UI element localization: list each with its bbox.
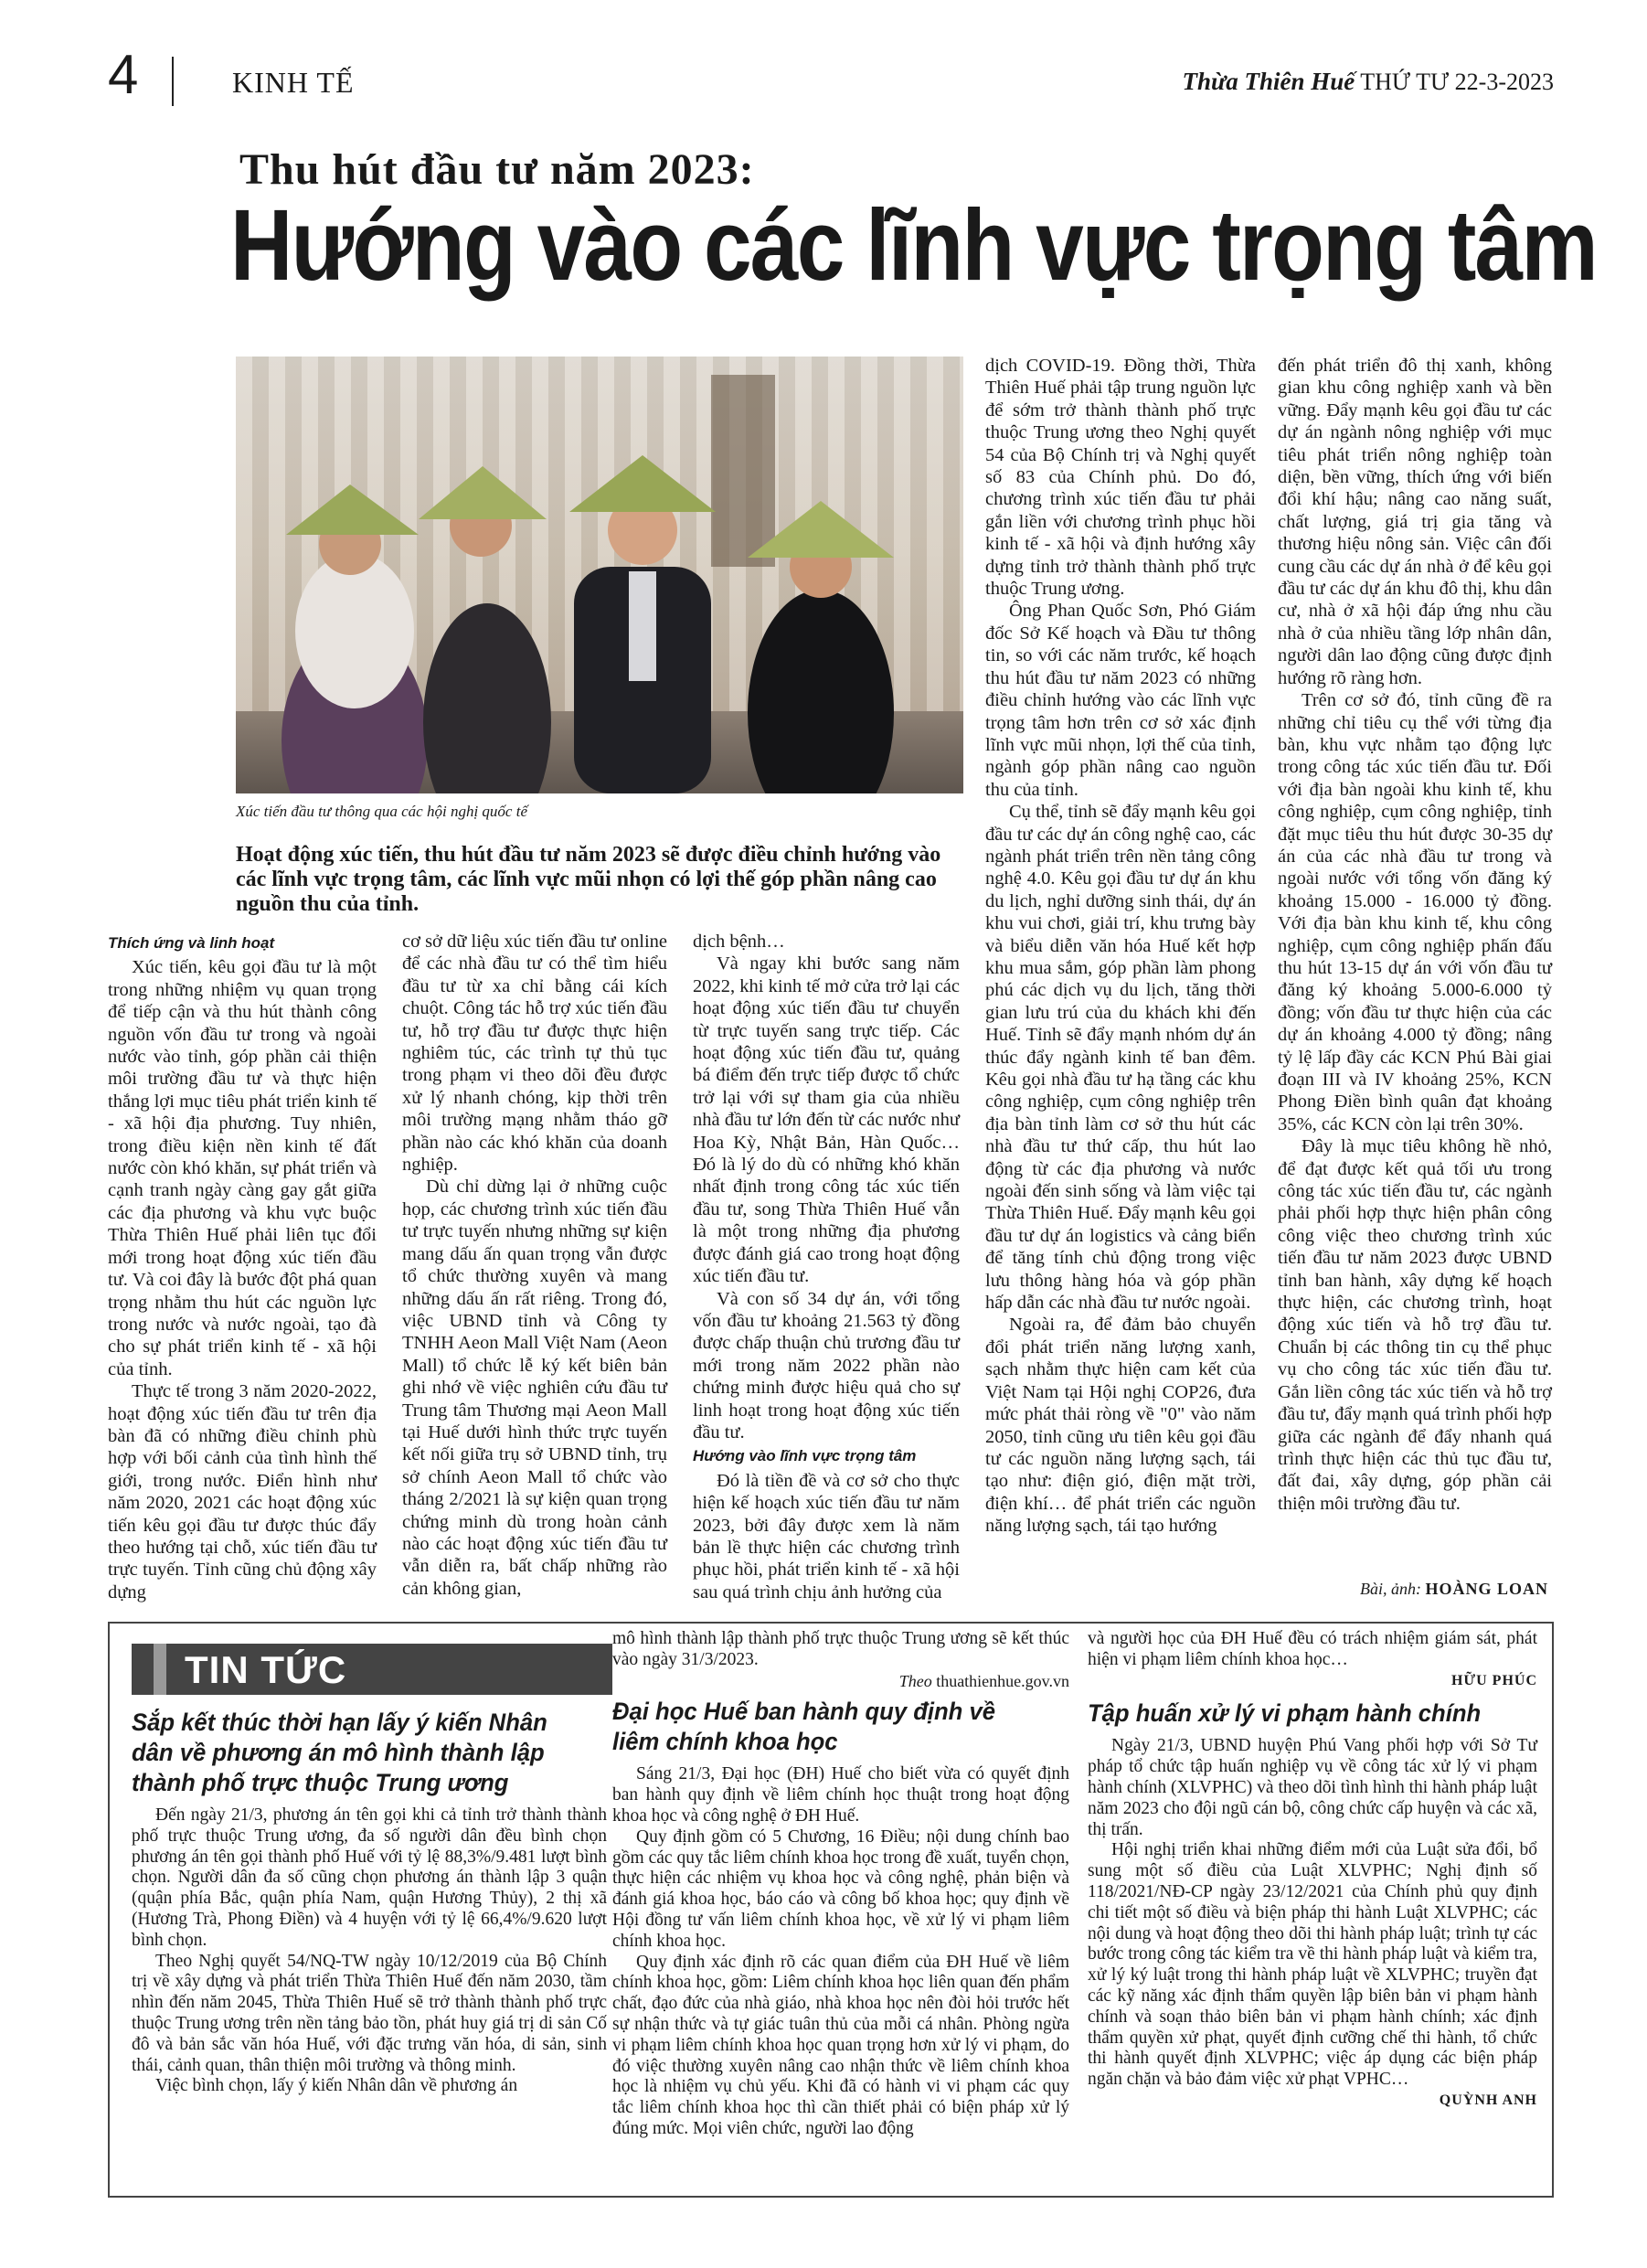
byline-name: HOÀNG LOAN <box>1425 1580 1548 1598</box>
paragraph: Đó là tiền đề và cơ sở cho thực hiện kế hoạch xúc tiến đầu tư năm 2023, bởi đây được xem là năm bản lề thực hiện các chương trình phục hồi, phát triển kinh tế - xã hội sau quá trình chịu ảnh hưởng của <box>693 1470 960 1603</box>
subhead: Hướng vào lĩnh vực trọng tâm <box>693 1447 917 1465</box>
paragraph: Ngày 21/3, UBND huyện Phú Vang phối hợp với Sở Tư pháp tổ chức tập huấn nghiệp vụ về công tác xử lý vi phạm hành chính (XLVPHC) và theo dõi tình hình thi hành pháp luật năm 2023 cho đội ngũ cán bộ, công chức cấp huyện và các xã, thị trấn. <box>1088 1736 1537 1839</box>
paragraph: Và ngay khi bước sang năm 2022, khi kinh tế mở cửa trở lại các hoạt động xúc tiến đầu tư chuyển từ trực tuyến sang trực tiếp. Các hoạt động xúc tiến đầu tư, quảng bá điểm đến trực tiếp được tổ chức trở lại với sự tham gia của nhiều nhà đầu tư lớn đến từ các nước như Hoa Kỳ, Nhật Bản, Hàn Quốc… Đó là lý do dù có những khó khăn nhất định trong công tác xúc tiến đầu tư, song Thừa Thiên Huế vẫn là một trong những địa phương được đánh giá cao trong hoạt động xúc tiến đầu tư. <box>693 953 960 1287</box>
paragraph: Ngoài ra, để đảm bảo chuyển đổi phát triển năng lượng xanh, sạch nhằm thực hiện cam kết của Việt Nam tại Hội nghị COP26, đưa mức phát thải ròng về "0" vào năm 2050, tỉnh cũng ưu tiên kêu gọi đầu tư các nguồn năng lượng sạch, tái tạo như: điện gió, điện mặt trời, điện khí… để phát triển các nguồn năng lượng sạch, tái tạo hướng <box>985 1315 1256 1537</box>
news-item-2 <box>612 1629 1069 2140</box>
news-box-title: TIN TỨC <box>185 1648 347 1691</box>
photo-people-illustration <box>236 357 963 793</box>
paragraph: Quy định gồm có 5 Chương, 16 Điều; nội dung chính bao gồm các quy tắc liêm chính khoa học trong đề xuất, tuyển chọn, thực hiện các nhiệm vụ khoa học và công nghệ, phản biện và đánh giá khoa học, báo cáo và công bố khoa học; quy định về Hội đồng tư vấn liêm chính khoa học, về xử lý vi phạm liêm chính khoa học. <box>612 1826 1069 1951</box>
page-number: 4 <box>108 44 139 105</box>
masthead <box>1183 68 1554 96</box>
article-column-2 <box>402 931 667 1600</box>
paragraph: Quy định xác định rõ các quan điểm của ĐH Huế về liêm chính khoa học, gồm: Liêm chính khoa học liên quan đến phẩm chất, đạo đức của nhà giáo, nhà khoa học nên đòi hỏi trước hết sự nhận thức và tự giác tuân thủ của mỗi cá nhân. Phòng ngừa vi phạm liêm chính khoa học quan trọng hơn xử lý vi phạm, do đó việc thường xuyên nâng cao nhận thức về liêm chính khoa học là nhiệm vụ chủ yếu. Khi đã có hành vi vi phạm các quy tắc liêm chính khoa học thì cần thiết phải có biện pháp xử lý đúng mức. Mọi viên chức, người lao động <box>612 1952 1069 2138</box>
source-name: thuathienhue.gov.vn <box>936 1671 1069 1690</box>
issue-date: THỨ TƯ 22-3-2023 <box>1360 69 1554 95</box>
article-column-1 <box>108 931 377 1603</box>
byline-label: Bài, ảnh: <box>1359 1580 1421 1598</box>
article-kicker: Thu hút đầu tư năm 2023: <box>239 145 755 194</box>
paragraph: Hội nghị triển khai những điểm mới của Luật sửa đổi, bổ sung một số điều của Luật XLVPHC; Nghị định số 118/2021/NĐ-CP ngày 23/12/2021 của Chính phủ quy định chi tiết một số điều và biện pháp thi hành Luật XLVPHC; các nội dung và hoạt động theo dõi thi hành pháp luật; trình tự các bước trong công tác kiểm tra về thi hành pháp luật và kiểm tra, xử lý ký luật trong thi hành pháp luật về XLVPHC; truyền đạt các kỹ năng xác định thẩm quyền lập biên bản vi phạm hành chính và soạn thảo biên bản vi phạm hành chính; xác định thẩm quyền xử phạt, quyết định cưỡng chế thi hành, tổ chức thi hành quyết định XLVPHC; việc áp dụng các biện pháp ngăn chặn và bảo đảm việc xử phạt VPHC… <box>1088 1840 1537 2090</box>
paragraph: Việc bình chọn, lấy ý kiến Nhân dân về phương án <box>155 2076 518 2096</box>
paragraph: Theo Nghị quyết 54/NQ-TW ngày 10/12/2019 của Bộ Chính trị về xây dựng và phát triển Thừa Thiên Huế đến năm 2030, tầm nhìn đến năm 2045, Thừa Thiên Huế sẽ trở thành thành phố trực thuộc Trung ương trên nền tảng bảo tồn, phát huy giá trị di sản Cố đô và bản sắc văn hóa Huế, với đặc trưng văn hóa, di sản, sinh thái, cảnh quan, thân thiện môi trường và thông minh. <box>132 1951 607 2075</box>
signature: QUỲNH ANH <box>1439 2092 1537 2108</box>
paragraph: Dù chỉ dừng lại ở những cuộc họp, các chương trình xúc tiến đầu tư trực tuyến nhưng những sự kiện mang dấu ấn quan trọng vẫn được tổ chức thường xuyên và mang những dấu ấn rất riêng. Trong đó, việc UBND tỉnh và Công ty TNHH Aeon Mall Việt Nam (Aeon Mall) tổ chức lễ ký kết biên bản ghi nhớ về việc nghiên cứu đầu tư Trung tâm Thương mại Aeon Mall tại Huế dưới hình thức trực tuyến kết nối giữa trụ sở UBND tỉnh, trụ sở chính Aeon Mall tổ chức vào tháng 2/2021 là sự kiện quan trọng chứng minh dù trong hoàn cảnh nào các hoạt động xúc tiến đầu tư vẫn diễn ra, bất chấp những rào cản không gian, <box>402 1177 667 1599</box>
article-byline <box>1360 1580 1548 1599</box>
section-label: KINH TẾ <box>232 66 355 99</box>
news-title: Tập huấn xử lý vi phạm hành chính <box>1088 1699 1482 1728</box>
paragraph: Sáng 21/3, Đại học (ĐH) Huế cho biết vừa có quyết định ban hành quy định về liêm chính học thuật trong hoạt động khoa học và công nghệ ở ĐH Huế. <box>612 1764 1069 1826</box>
header-accent-bar <box>154 1644 166 1695</box>
news-item-1 <box>132 1708 607 2097</box>
paragraph: dịch bệnh… <box>693 932 785 952</box>
news-box <box>108 1622 1554 2198</box>
paragraph: mô hình thành lập thành phố trực thuộc Trung ương sẽ kết thúc vào ngày 31/3/2023. <box>612 1629 1069 1669</box>
paragraph: và người học của ĐH Huế đều có trách nhiệm giám sát, phát hiện vi phạm liêm chính khoa học… <box>1088 1629 1537 1669</box>
paragraph: Xúc tiến, kêu gọi đầu tư là một trong những nhiệm vụ quan trọng để tiếp cận và thu hút thành công nguồn vốn đầu tư trong và ngoài nước vào tỉnh, góp phần cải thiện môi trường đầu tư và thực hiện thắng lợi mục tiêu phát triển kinh tế - xã hội địa phương. Tuy nhiên, trong điều kiện nền kinh tế đất nước còn khó khăn, sự phát triển và cạnh tranh ngày càng gay gắt giữa các địa phương và khu vực buộc Thừa Thiên Huế phải liên tục đổi mới trong hoạt động xúc tiến đầu tư. Và coi đây là bước đột phá quan trọng nhằm thu hút các nguồn lực trong nước và nước ngoài, tạo đà cho sự phát triển kinh tế - xã hội của tỉnh. <box>108 957 377 1379</box>
article-column-4 <box>985 355 1256 1538</box>
signature: HỮU PHÚC <box>1450 1672 1537 1688</box>
source-label: Theo <box>898 1671 932 1690</box>
article-lede: Hoạt động xúc tiến, thu hút đầu tư năm 2023 sẽ được điều chỉnh hướng vào các lĩnh vực trọng tâm, các lĩnh vực mũi nhọn có lợi thế góp phần nâng cao nguồn thu của tỉnh. <box>236 843 941 916</box>
paragraph: dịch COVID-19. Đồng thời, Thừa Thiên Huế phải tập trung nguồn lực để sớm trở thành thành phố trực thuộc Trung ương theo Nghị quyết 54 của Bộ Chính trị và Nghị quyết số 83 của Chính phủ. Do đó, chương trình xúc tiến đầu tư phải gắn liền với chương trình phục hồi kinh tế - xã hội và định hướng xây dựng tỉnh trở thành thành phố trực thuộc Trung ương. <box>985 356 1256 600</box>
paragraph: Trên cơ sở đó, tỉnh cũng đề ra những chỉ tiêu cụ thể với từng địa bàn, khu vực nhằm tạo động lực trong công tác xúc tiến đầu tư. Đối với địa bàn ngoài khu kinh tế, khu công nghiệp, cụm công nghiệp, tỉnh đặt mục tiêu thu hút được 30-35 dự án của các nhà đầu tư trong và ngoài nước với tổng vốn đăng ký khoảng 15.000 - 16.000 tỷ đồng. Với địa bàn khu kinh tế, khu công nghiệp, cụm công nghiệp phấn đấu thu hút 13-15 dự án với vốn đầu tư đăng ký khoảng 5.000-6.000 tỷ đồng; vốn đầu tư thực hiện của các dự án khoảng 4.000 tỷ đồng; nâng tỷ lệ lấp đầy các KCN Phú Bài giai đoạn III và IV khoảng 25%, KCN Phong Điền bình quân đạt khoảng 35%, các KCN còn lại trên 30%. <box>1278 690 1552 1134</box>
paper-name: Thừa Thiên Huế <box>1182 68 1355 95</box>
news-title: Đại học Huế ban hành quy định về liêm chính khoa học <box>612 1698 995 1756</box>
paragraph: Ông Phan Quốc Sơn, Phó Giám đốc Sở Kế hoạch và Đầu tư thông tin, so với các năm trước, kế hoạch thu hút đầu tư năm 2023 có những điều chỉnh hướng vào các lĩnh vực trọng tâm hơn trên cơ sở xác định lĩnh vực mũi nhọn, lợi thế của tỉnh, ngành góp phần nâng cao nguồn thu của tỉnh. <box>985 601 1256 800</box>
photo-caption: Xúc tiến đầu tư thông qua các hội nghị quốc tế <box>236 803 527 820</box>
paragraph: Và con số 34 dự án, với tổng vốn đầu tư khoảng 21.563 tỷ đồng được chấp thuận chủ trương đầu tư mới trong năm 2022 phần nào chứng minh được hiệu quả cho sự linh hoạt trong hoạt động xúc tiến đầu tư. <box>693 1288 960 1443</box>
page-header <box>108 44 1554 110</box>
article-headline: Hướng vào các lĩnh vực trọng tâm <box>230 189 1597 302</box>
header-divider <box>172 57 174 106</box>
subhead: Thích ứng và linh hoạt <box>108 934 275 952</box>
news-box-header <box>132 1644 612 1695</box>
news-source <box>612 1671 1069 1692</box>
paragraph: Đến ngày 21/3, phương án tên gọi khi cả tỉnh trở thành thành phố trực thuộc Trung ương, đa số người dân đều bình chọn phương án tên gọi thành phố Huế với tỷ lệ 88,3%/9.481 lượt bình chọn. Người dân đa số cũng chọn phương án thành lập 3 quận (quận phía Bắc, quận phía Nam, quận Hương Thủy), 2 thị xã (Hương Trà, Phong Điền) và 4 huyện với tỷ lệ 66,4%/9.620 lượt bình chọn. <box>132 1805 607 1950</box>
article-column-5 <box>1278 355 1552 1515</box>
paragraph: Đây là mục tiêu không hề nhỏ, để đạt được kết quả tối ưu trong công tác xúc tiến đầu tư, các ngành phải phối hợp thực hiện phân công công việc theo chương trình xúc tiến đầu tư năm 2023 được UBND tỉnh ban hành, xây dựng kế hoạch thực hiện, các chương trình, hoạt động xúc tiến và hỗ trợ đầu tư. Chuẩn bị các thông tin cụ thể phục vụ cho công tác xúc tiến đầu tư. Gắn liền công tác xúc tiến và hỗ trợ đầu tư, đẩy mạnh quá trình phối hợp giữa các ngành để đẩy nhanh quá trình thực hiện các thủ tục đầu tư, đất đai, xây dựng, góp phần cải thiện môi trường đầu tư. <box>1278 1136 1552 1514</box>
paragraph: đến phát triển đô thị xanh, không gian khu công nghiệp xanh và bền vững. Đẩy mạnh kêu gọi đầu tư các dự án ngành nông nghiệp với mục tiêu phát triển nông nghiệp toàn diện, bền vững, thích ứng với biến đổi khí hậu; nâng cao năng suất, chất lượng, giá trị gia tăng và thương hiệu nông sản. Việc cân đối cung cầu các dự án nhà ở để kêu gọi đầu tư các dự án khu đô thị, khu dân cư, nhà ở xã hội đáp ứng nhu cầu nhà ở của nhiều tầng lớp nhân dân, người dân lao động cũng được định hướng rõ ràng hơn. <box>1278 356 1552 688</box>
news-item-3 <box>1088 1629 1537 2112</box>
paragraph: Cụ thể, tỉnh sẽ đẩy mạnh kêu gọi đầu tư các dự án công nghệ cao, các ngành phát triển trên nền tảng công nghệ 4.0. Kêu gọi đầu tư dự án khu du lịch, nghỉ dưỡng sinh thái, dự án khu vui chơi, giải trí, khu trưng bày và biểu diễn văn hóa Huế kết hợp khu mua sắm, góp phần làm phong phú các dịch vụ du lịch, tăng thời gian lưu trú của du khách khi đến Huế. Tỉnh sẽ đẩy mạnh nhóm dự án thúc đẩy ngành kinh tế ban đêm. Kêu gọi nhà đầu tư hạ tầng các khu công nghiệp, cụm công nghiệp trên địa bàn tỉnh làm cơ sở thu hút các nhà đầu tư thứ cấp, thu hút lao động từ các địa phương và nước ngoài đến sinh sống và làm việc tại Thừa Thiên Huế. Đẩy mạnh kêu gọi đầu tư dự án logistics và cảng biển để tăng tính chủ động trong việc lưu thông hàng hóa và góp phần hấp dẫn các nhà đầu tư nước ngoài. <box>985 802 1256 1314</box>
article-column-3 <box>693 931 960 1603</box>
news-title: Sắp kết thúc thời hạn lấy ý kiến Nhân dân về phương án mô hình thành lập thành phố trực thuộc Trung ương <box>132 1709 547 1796</box>
article-photo <box>236 357 963 793</box>
paragraph: Thực tế trong 3 năm 2020-2022, hoạt động xúc tiến đầu tư trên địa bàn đã có những điều chỉnh phù hợp với bối cảnh của tình hình thế giới, trong nước. Điển hình như năm 2020, 2021 các hoạt động xúc tiến kêu gọi đầu tư được thúc đẩy theo hướng tại chỗ, xúc tiến đầu tư trực tuyến. Tỉnh cũng chủ động xây dựng <box>108 1381 377 1603</box>
paragraph: cơ sở dữ liệu xúc tiến đầu tư online để các nhà đầu tư có thể tìm hiểu đầu tư từ xa chỉ bằng cái kích chuột. Công tác hỗ trợ xúc tiến đầu tư, hỗ trợ đầu tư được thực hiện nghiêm túc, các trình tự thủ tục trong phạm vi theo dõi đều được xử lý nhanh chóng, kịp thời trên môi trường mạng nhằm tháo gỡ phần nào các khó khăn của doanh nghiệp. <box>402 932 667 1176</box>
